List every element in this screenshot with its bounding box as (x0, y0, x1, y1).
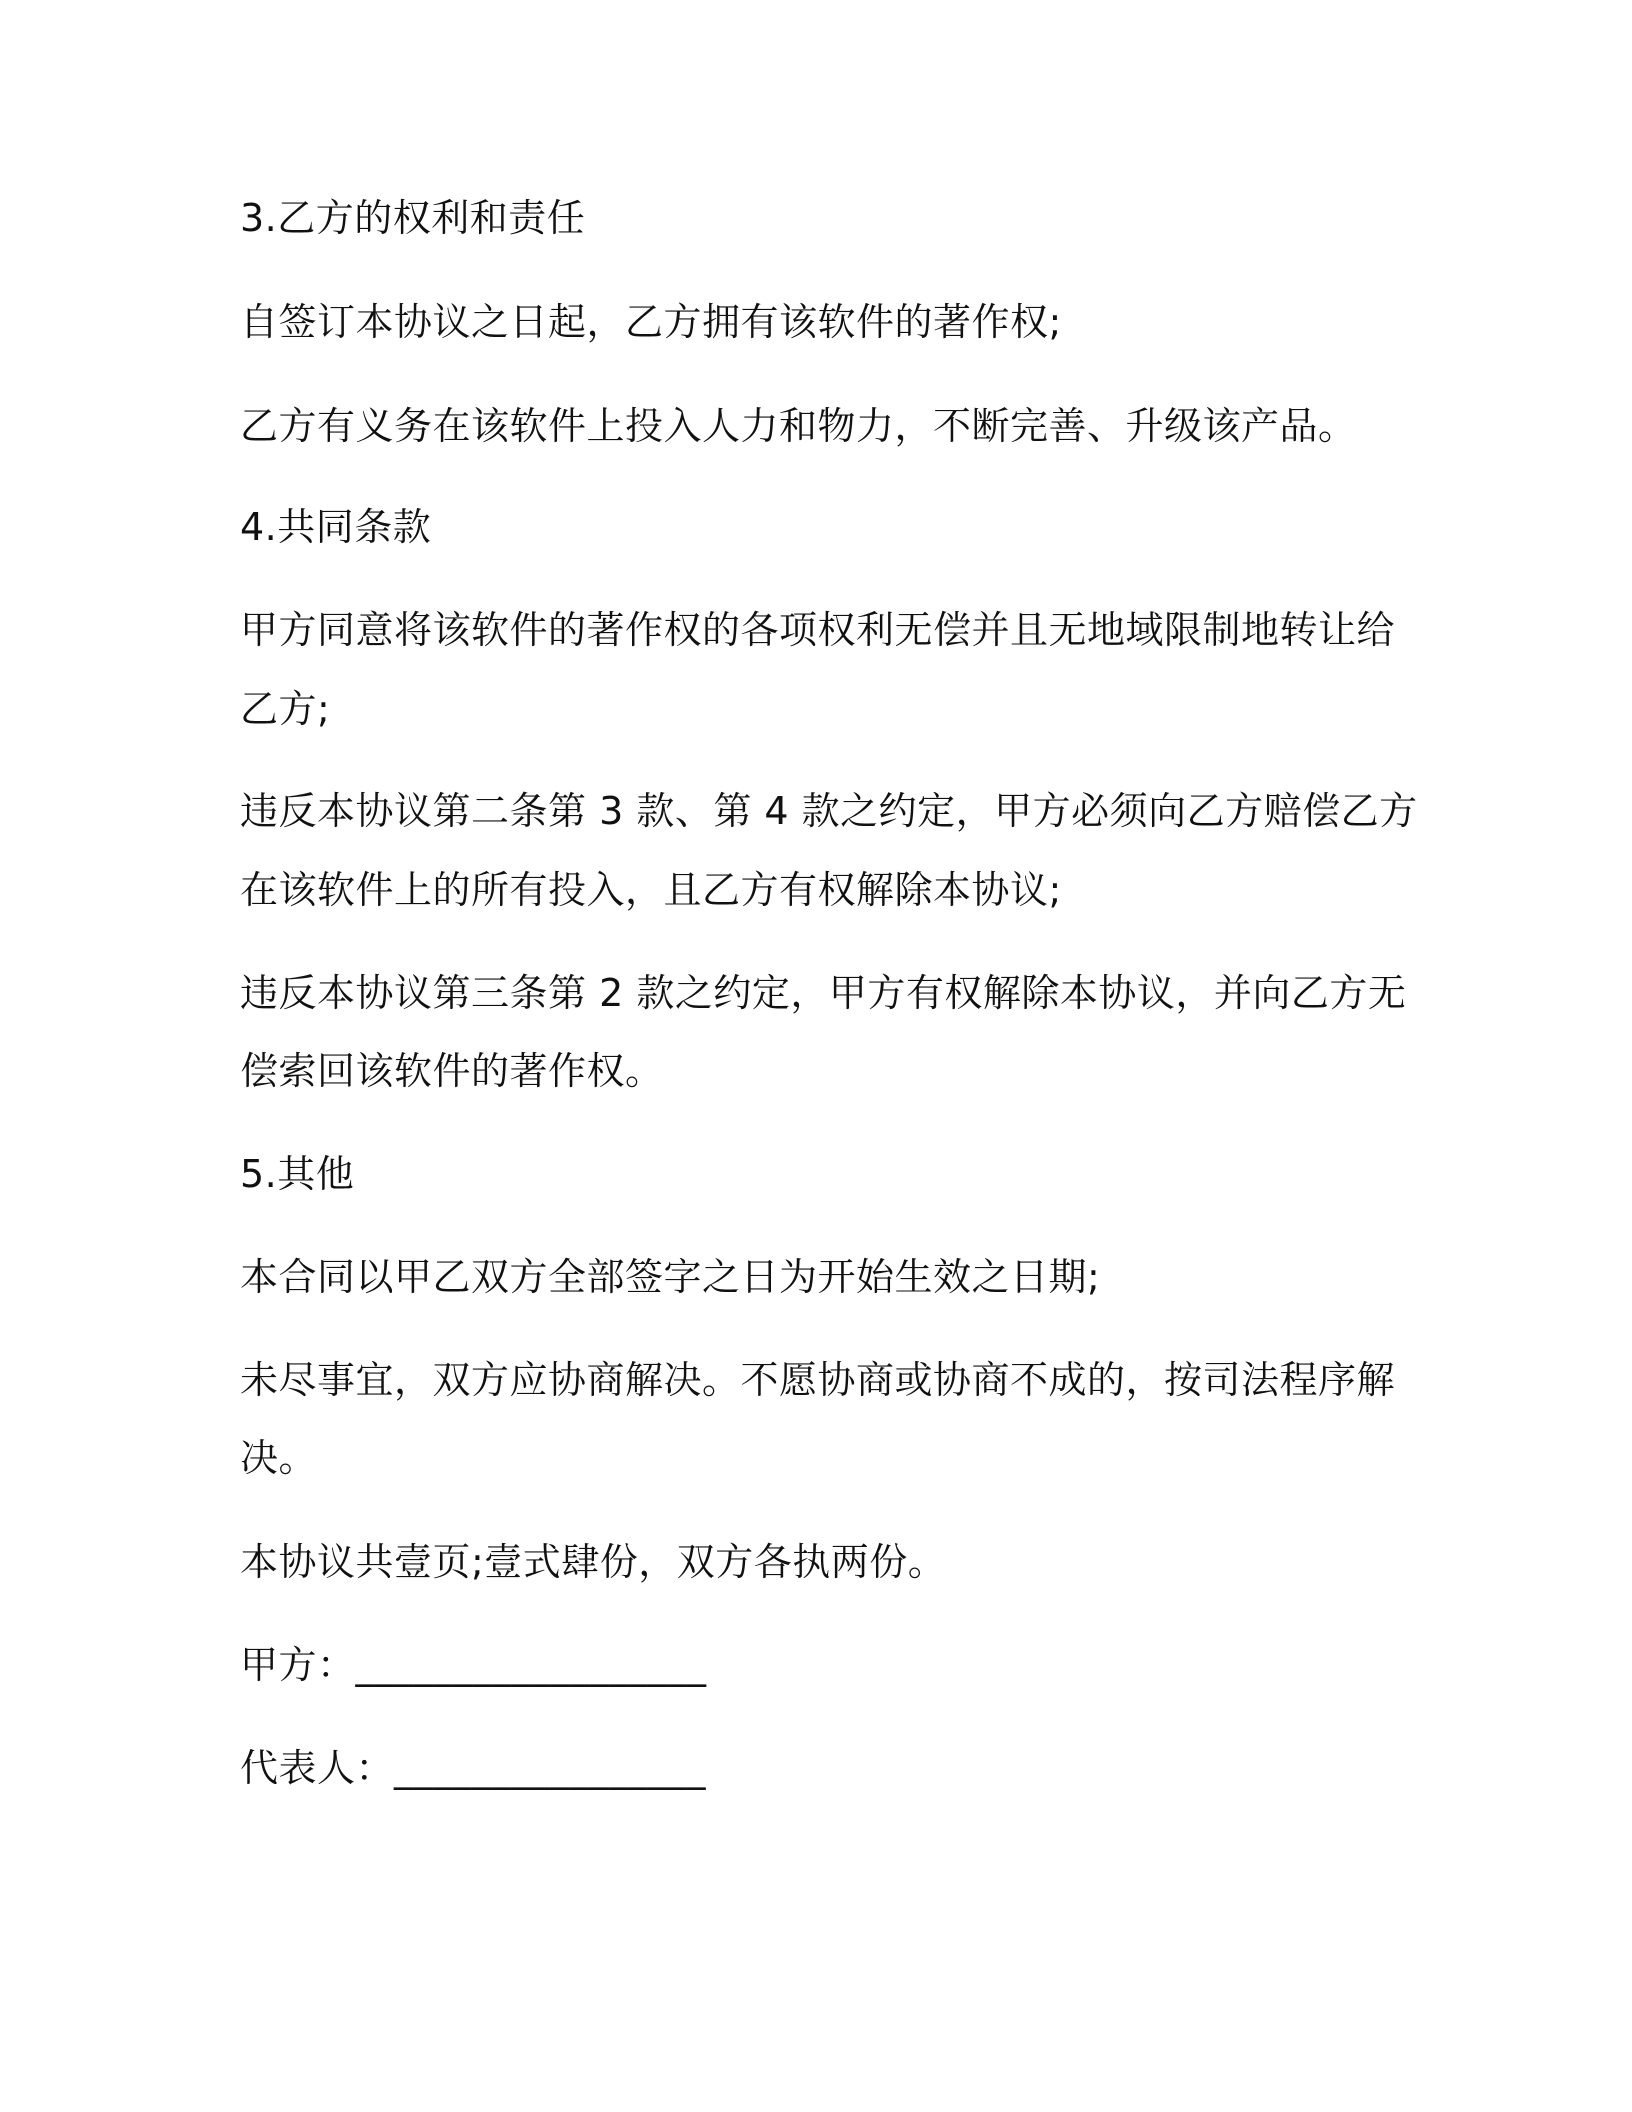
section-5-paragraph-2-line-2: 决。 (240, 1436, 318, 1480)
section-4-heading: 4.共同条款 (240, 505, 432, 549)
section-4-paragraph-1-line-2: 乙方; (240, 687, 331, 731)
section-4-paragraph-2-line-2: 在该软件上的所有投入，且乙方有权解除本协议; (240, 868, 1062, 912)
section-3-paragraph-2: 乙方有义务在该软件上投入人力和物力，不断完善、升级该产品。 (240, 404, 1357, 448)
section-4-paragraph-3-line-2: 偿索回该软件的著作权。 (240, 1049, 664, 1093)
section-5-paragraph-3: 本协议共壹页;壹式肆份，双方各执两份。 (240, 1540, 947, 1584)
section-3-heading: 3.乙方的权利和责任 (240, 196, 586, 240)
section-4-paragraph-3-line-1: 违反本协议第三条第 2 款之约定，甲方有权解除本协议，并向乙方无 (240, 971, 1407, 1015)
section-4-paragraph-1-line-1: 甲方同意将该软件的著作权的各项权利无偿并且无地域限制地转让给 (240, 608, 1396, 652)
section-4-paragraph-2-line-1: 违反本协议第二条第 3 款、第 4 款之约定，甲方必须向乙方赔偿乙方 (240, 789, 1418, 833)
section-5-heading: 5.其他 (240, 1152, 355, 1196)
representative-signature-line: 代表人：________________ (240, 1746, 707, 1790)
section-5-paragraph-2-line-1: 未尽事宜，双方应协商解决。不愿协商或协商不成的，按司法程序解 (240, 1358, 1396, 1402)
section-5-paragraph-1: 本合同以甲乙双方全部签字之日为开始生效之日期; (240, 1255, 1101, 1299)
section-3-paragraph-1: 自签订本协议之日起，乙方拥有该软件的著作权; (240, 300, 1062, 344)
party-a-signature-line: 甲方：__________________ (240, 1643, 707, 1687)
